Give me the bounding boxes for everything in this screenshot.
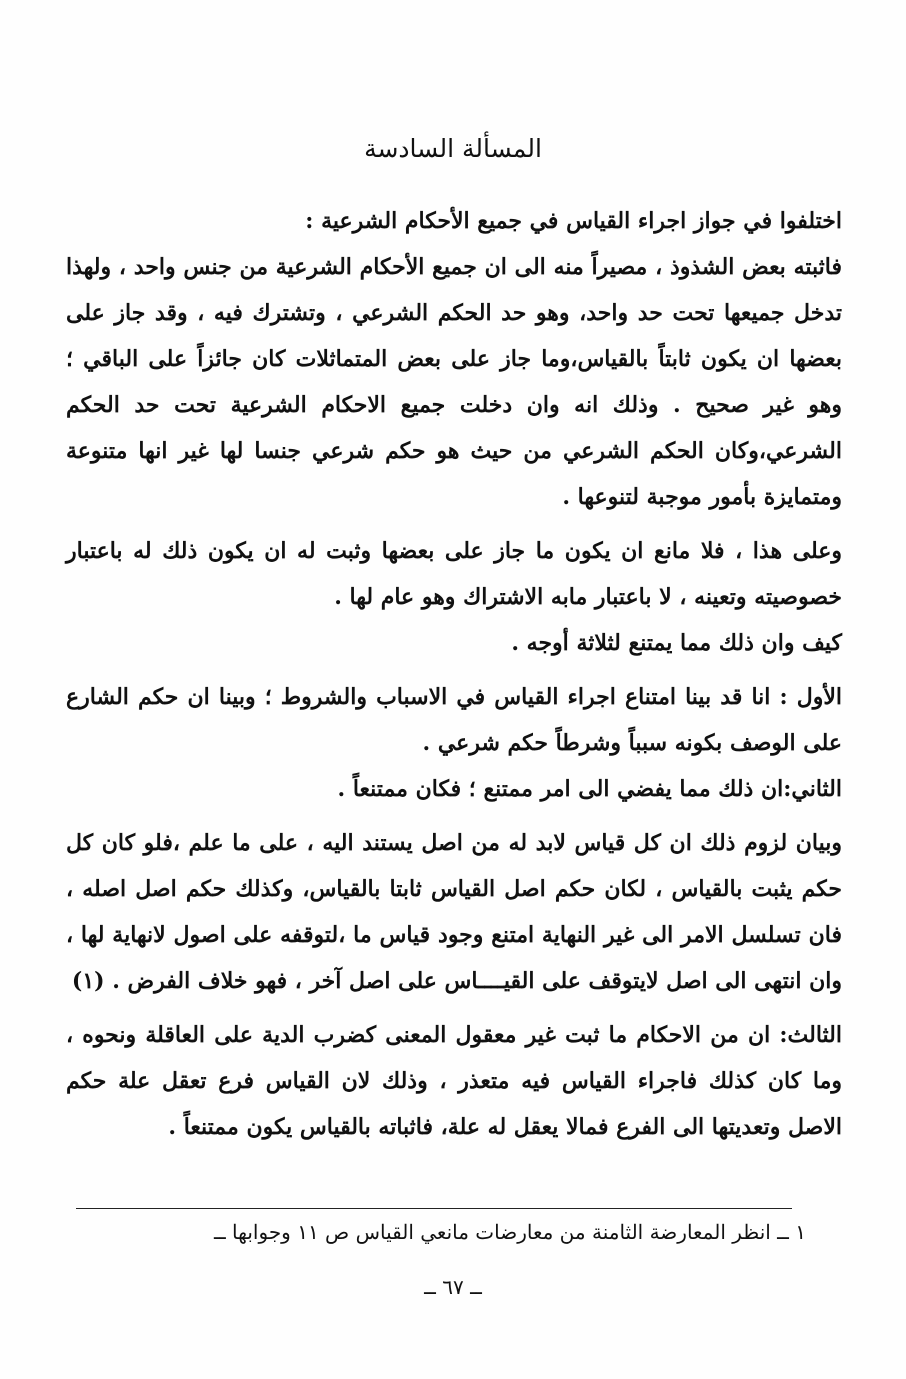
section-heading: المسألة السادسة (364, 134, 542, 163)
paragraph-explanation: وبيان لزوم ذلك ان كل قياس لابد له من اصل يستند اليه ، على ما علم ،فلو كان كل حكم يثبت بالقياس ، لكان حكم اصل القياس ثابتا بالقياس، وكذلك حكم اصل اصله ، فان تسلسل الامر الى غير النهاية امتنع وجود قياس ما ،لتوقفه على اصول لانهاية لها ، وان انتهى الى اصل لايتوقف على القيــــاس على اصل آخر ، فهو خلاف الفرض . (١) (66, 830, 843, 994)
footnote-divider (76, 1208, 792, 1209)
paragraph-intro: اختلفوا في جواز اجراء القياس في جميع الأحكام الشرعية : (305, 208, 842, 234)
page-number: ــ ٦٧ ــ (424, 1275, 482, 1299)
paragraph-argument: فاثبته بعض الشذوذ ، مصيراً منه الى ان جميع الأحكام الشرعية من جنس واحد ، ولهذا تدخل جميعها تحت حد واحد، وهو حد الحكم الشرعي ، وتشترك فيه ، وقد جاز على بعضها ان يكون ثابتاً بالقياس،وما جاز على بعض المتماثلات كان جائزاً على الباقي ؛ وهو غير صحيح . وذلك انه وان دخلت جميع الاحكام الشرعية تحت حد الحكم الشرعي،وكان الحكم الشرعي من حيث هو حكم شرعي جنسا لها غير انها متنوعة ومتمايزة بأمور موجبة لتنوعها . (66, 254, 842, 510)
paragraph-three-reasons: كيف وان ذلك مما يمتنع لثلاثة أوجه . (511, 630, 842, 656)
body-text (66, 198, 842, 1150)
paragraph-first-reason: الأول : انا قد بينا امتناع اجراء القياس في الاسباب والشروط ؛ وبينا ان حكم الشارع على الوصف بكونه سبباً وشرطاً حكم شرعي . (66, 684, 842, 756)
paragraph-reply: وعلى هذا ، فلا مانع ان يكون ما جاز على بعضها وثبت له ان يكون ذلك له باعتبار خصوصيته وتعينه ، لا باعتبار مابه الاشتراك وهو عام لها . (66, 538, 842, 610)
paragraph-third-reason: الثالث: ان من الاحكام ما ثبت غير معقول المعنى كضرب الدية على العاقلة ونحوه ، وما كان كذلك فاجراء القياس فيه متعذر ، وذلك لان القياس فرع تعقل علة حكم الاصل وتعديتها الى الفرع فمالا يعقل له علة، فاثباته بالقياس يكون ممتنعاً . (66, 1022, 842, 1140)
footnote: ١ ــ انظر المعارضة الثامنة من معارضات مانعي القياس ص ١١ وجوابها ــ (213, 1220, 806, 1244)
paragraph-second-reason: الثاني:ان ذلك مما يفضي الى امر ممتنع ؛ فكان ممتنعاً . (337, 776, 842, 802)
